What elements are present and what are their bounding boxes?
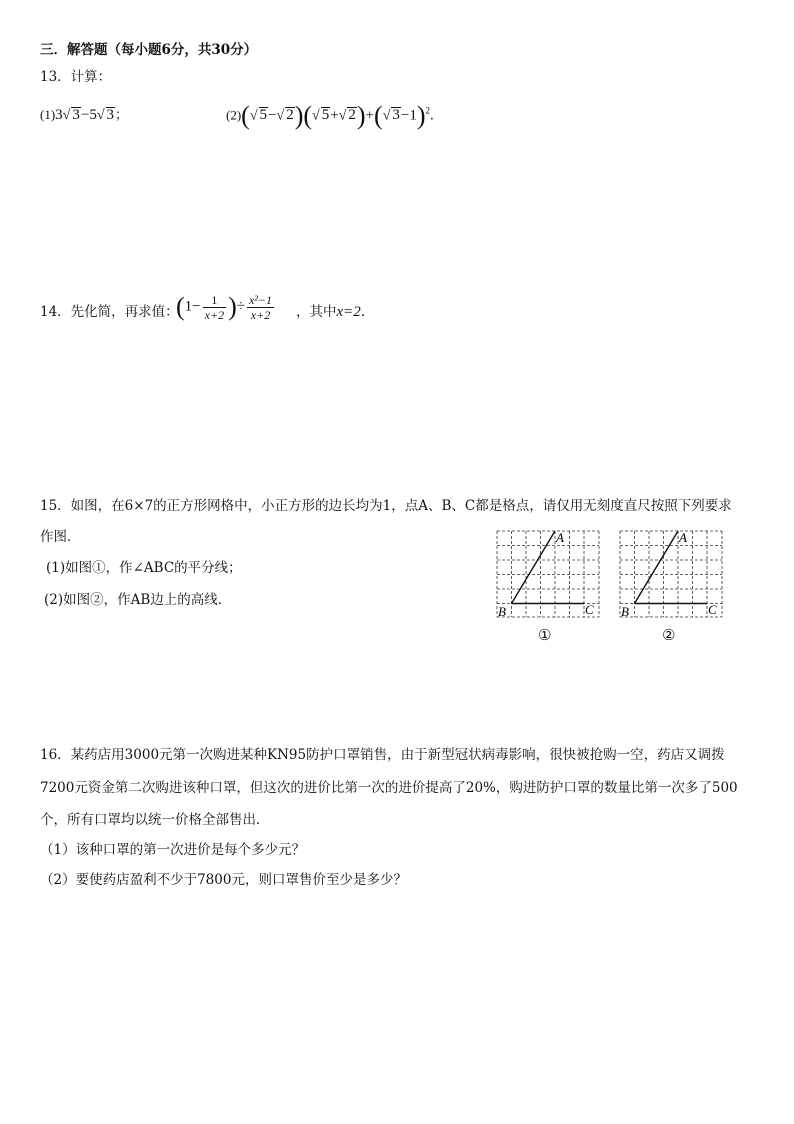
q13-p2-radicand-3: 3 [392,107,400,124]
right-paren-icon: ) [356,101,366,130]
q13-p1-label: (1) [40,107,56,122]
q16-line3: 个，所有口罩均以统一价格全部售出． [40,812,270,828]
point-b-label: B [498,604,506,619]
q15-part1: (1)如图①，作∠ABC的平分线； [46,560,242,576]
radical-icon: √ [249,108,258,124]
radical-icon: √ [382,108,391,124]
radical-icon: √ [338,108,347,124]
q13-p1-end: ； [115,107,129,122]
q13-p2-radicand-2b: 2 [348,107,356,124]
point-a-label: A [679,530,687,545]
q13-part2 [226,101,434,131]
q13-part1 [40,104,128,124]
q14-frac2-num: x²−1 [248,292,273,307]
radical-icon: √ [62,108,71,123]
radical-icon: √ [96,108,105,123]
radical-icon: √ [276,108,285,124]
point-c-label: C [708,602,717,617]
right-paren-icon: ) [416,101,426,130]
radical-icon: √ [312,108,320,124]
q15-figure-1 [494,528,602,620]
q13-p2-radicand-5b: 5 [321,107,330,124]
q14-one: 1 [184,298,193,315]
q15-line1: 15．如图，在6×7的正方形网格中，小正方形的边长均为1，点A、B、C都是格点，请仅用无刻度直尺按照下列要求 [40,498,732,514]
q14-cond: x=2 [336,304,361,320]
segment-ab [635,531,679,604]
q13-p1-coef: 3 [55,107,63,123]
right-paren-icon: ) [294,101,304,130]
q15-figure-2 [617,528,725,620]
plus-sign: + [330,107,339,124]
q13-p2-radicand-2a: 2 [286,107,294,124]
left-paren-icon: ( [374,101,383,130]
left-paren-icon: ( [241,101,250,130]
section-title: 三．解答题（每小题6分，共30分） [40,42,258,58]
q15-part2: (2)如图②，作AB边上的高线． [44,592,232,608]
q13-p2-radicand-5a: 5 [259,107,268,124]
q13-p1-radicand2: 3 [106,107,115,123]
minus-sign: − [192,298,201,315]
q14-fraction-2 [247,293,274,322]
point-c-label: C [585,602,594,617]
left-paren-icon: ( [176,292,185,321]
q16-part2: （2）要使药店盈利不少于7800元，则口罩售价至少是多少？ [40,872,407,888]
q14-where: ，其中 [296,304,337,320]
right-paren-icon: ) [228,292,237,321]
q14-frac1-den: x+2 [204,307,225,322]
q14-frac2-den: x+2 [250,307,271,322]
q13-p2-end: . [430,107,434,124]
q15-line2: 作图． [40,529,81,545]
figure-1-label: ① [538,626,552,644]
q13-p2-exponent: 2 [425,105,431,116]
left-paren-icon: ( [303,101,313,130]
figure-2-label: ② [662,626,676,644]
q16-line1: 16．某药店用3000元第一次购进某种KN95防护口罩销售，由于新型冠状病毒影响，很快被抢购一空，药店又调拨 [40,747,725,763]
q13-p1-op: −5 [80,107,97,123]
q16-line2: 7200元资金第二次购进该种口罩，但这次的进价比第一次的进价提高了20%，购进防护口罩的数量比第一次多了500 [40,780,738,796]
q14-end: . [360,304,366,320]
segment-ab [512,531,556,604]
plus-sign: + [365,107,375,124]
grid-figure-2 [617,528,725,620]
q13-p2-label: (2) [226,107,242,123]
q16-part1: （1）该种口罩的第一次进价是每个多少元？ [40,842,306,858]
point-a-label: A [556,530,564,545]
q14-condition [296,302,365,322]
q14-divide: ÷ [236,298,245,315]
q14-frac1-num: 1 [203,293,226,308]
point-b-label: B [621,604,629,619]
minus-one: −1 [400,107,417,124]
q14-expression [176,292,276,322]
q13-p1-radicand1: 3 [72,107,80,123]
grid-figure-1 [494,528,602,620]
minus-sign: − [268,107,277,124]
q13-stem: 13．计算： [40,69,112,85]
q14-stem: 14．先化简，再求值： [40,304,179,320]
q14-fraction-1 [203,293,226,322]
